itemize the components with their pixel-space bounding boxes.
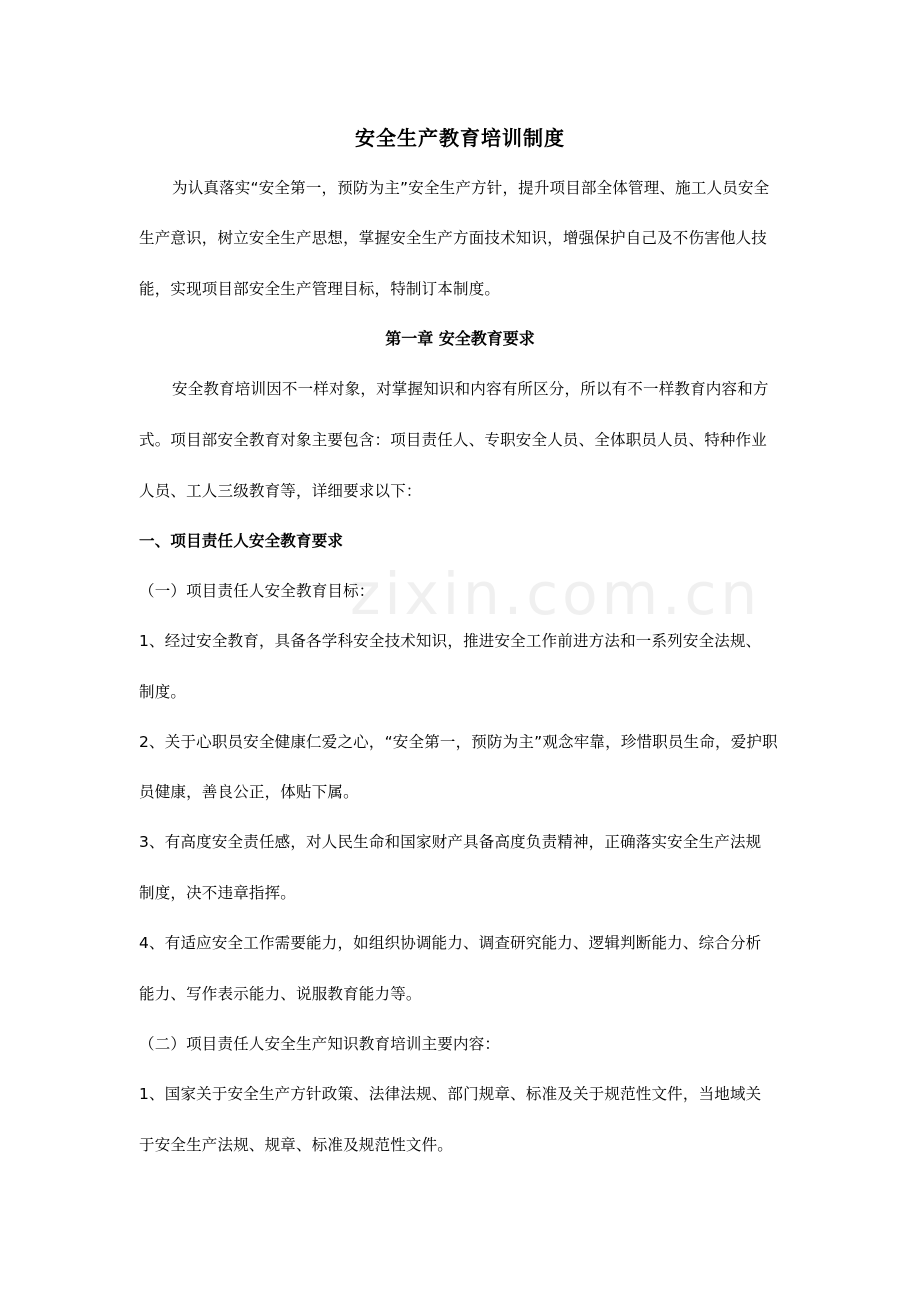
goal-3-line-2: 制度，决不违章指挥。 <box>139 884 297 902</box>
intro-line-2: 生产意识，树立安全生产思想，掌握安全生产方面技术知识，增强保护自己及不伤害他人技 <box>139 229 768 247</box>
chapter-intro-line-1: 安全教育培训因不一样对象，对掌握知识和内容有所区分，所以有不一样教育内容和方 <box>172 380 769 398</box>
goal-2-line-2: 员健康，善良公正，体贴下属。 <box>139 783 359 801</box>
subsection-heading-1: （一）项目责任人安全教育目标： <box>139 582 375 600</box>
goal-4-line-2: 能力、写作表示能力、说服教育能力等。 <box>139 985 422 1003</box>
subsection-heading-2: （二）项目责任人安全生产知识教育培训主要内容： <box>139 1035 501 1053</box>
intro-line-3: 能，实现项目部安全生产管理目标，特制订本制度。 <box>139 280 501 298</box>
intro-line-1: 为认真落实“安全第一，预防为主”安全生产方针，提升项目部全体管理、施工人员安全 <box>172 179 770 197</box>
goal-1-line-2: 制度。 <box>139 683 187 701</box>
chapter-intro-line-3: 人员、工人三级教育等，详细要求以下： <box>139 482 422 500</box>
document-title: 安全生产教育培训制度 <box>355 126 565 150</box>
content-item-1-line-2: 于安全生产法规、规章、标准及规范性文件。 <box>139 1136 454 1154</box>
watermark: zixin.com.cn <box>350 560 762 628</box>
goal-3-line-1: 3、有高度安全责任感，对人民生命和国家财产具备高度负责精神，正确落实安全生产法规 <box>139 833 762 851</box>
chapter-title: 第一章 安全教育要求 <box>385 329 535 348</box>
content-item-1-line-1: 1、国家关于安全生产方针政策、法律法规、部门规章、标准及关于规范性文件，当地域关 <box>139 1085 762 1103</box>
chapter-intro-line-2: 式。项目部安全教育对象主要包含：项目责任人、专职安全人员、全体职员人员、特种作业 <box>139 431 768 449</box>
section-heading: 一、项目责任人安全教育要求 <box>139 532 344 550</box>
goal-4-line-1: 4、有适应安全工作需要能力，如组织协调能力、调查研究能力、逻辑判断能力、综合分析 <box>139 934 762 952</box>
goal-2-line-1: 2、关于心职员安全健康仁爱之心，“安全第一，预防为主”观念牢靠，珍惜职员生命，爱护职 <box>139 733 778 751</box>
goal-1-line-1: 1、经过安全教育，具备各学科安全技术知识，推进安全工作前进方法和一系列安全法规、 <box>139 632 762 650</box>
